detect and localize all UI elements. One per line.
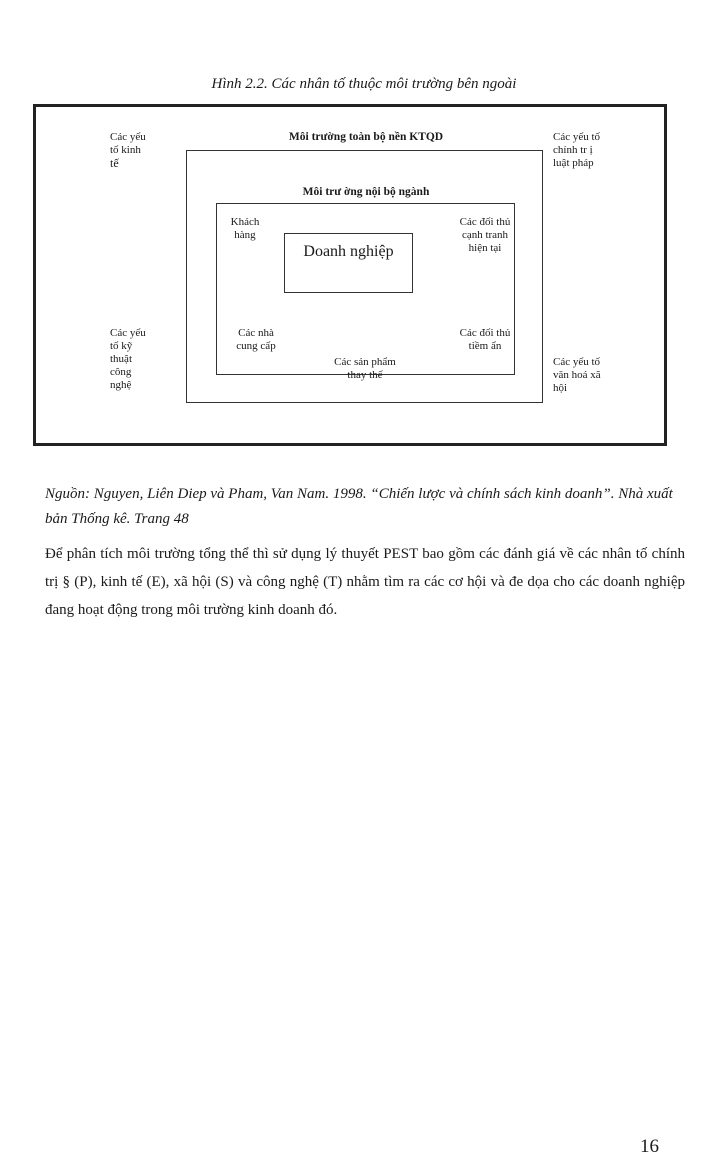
enterprise-label: Doanh nghiệp (303, 243, 394, 260)
substitute-products-label: Các sản phẩm thay thế (334, 356, 396, 381)
economic-factors-label: Các yếu tố kinh tế (110, 131, 146, 170)
current-competitors-label: Các đối thủ cạnh tranh hiện tại (459, 216, 511, 254)
body-paragraph: Để phân tích môi trường tổng thể thì sử dụng lý thuyết PEST bao gồm các đánh giá về các nhân tố chính trị § (P), kinh tế (E), xã hội (S) và công nghệ (T) nhằm tìm ra các cơ hội và đe dọa cho các doanh nghiệp đang hoạt động trong môi trường kinh doanh đó. (45, 546, 685, 618)
suppliers-label: Các nhà cung cấp (236, 327, 276, 352)
outer-environment-title: Môi trường toàn bộ nền KTQD (288, 131, 444, 143)
figure-caption: Hình 2.2. Các nhân tố thuộc môi trường bên ngoài (211, 76, 517, 92)
technology-factors-label: Các yếu tố kỹ thuật công nghệ (110, 327, 146, 391)
political-legal-factors-label: Các yếu tố chính tr ị luật pháp (553, 131, 601, 169)
customers-label: Khách hàng (230, 216, 260, 241)
potential-competitors-label: Các đối thủ tiềm ẩn (459, 327, 511, 352)
page-number: 16 (640, 1136, 659, 1157)
source-citation: Nguồn: Nguyen, Liên Diep và Pham, Van Nam. 1998. “Chiến lược và chính sách kinh doanh”. Nhà xuất bản Thống kê. Trang 48 (45, 486, 673, 527)
socio-cultural-factors-label: Các yếu tố văn hoá xã hội (553, 356, 601, 394)
enterprise-box (284, 233, 413, 293)
industry-environment-title: Môi trư ờng nội bộ ngành (302, 186, 430, 198)
